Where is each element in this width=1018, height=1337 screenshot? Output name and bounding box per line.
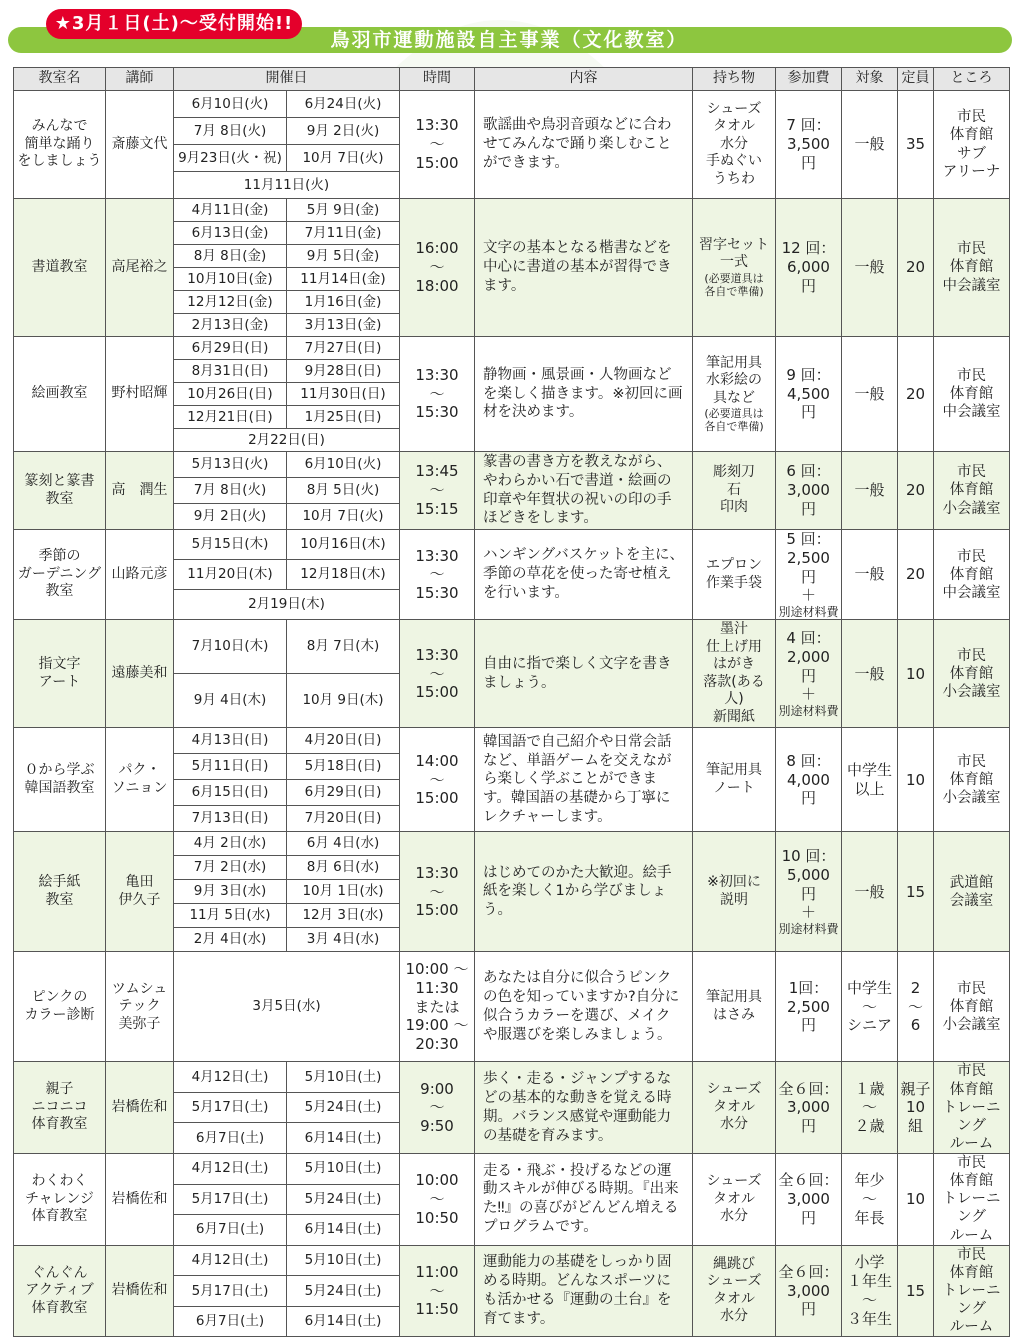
date-cell: 6月15日(日) xyxy=(174,780,287,806)
date-cell: 2月13日(金) xyxy=(174,314,287,337)
date-cell: 4月11日(金) xyxy=(174,199,287,222)
target-cell: 一般 xyxy=(842,337,898,452)
class-name-cell: 絵画教室 xyxy=(14,337,106,452)
fee-text: 7 回： 3,500 円 xyxy=(786,116,831,172)
capacity-cell: 2 〜 6 xyxy=(898,952,934,1062)
date-cell: 4月13日(日) xyxy=(174,728,287,754)
class-name-cell: みんなで 簡単な踊り をしましょう xyxy=(14,91,106,199)
capacity-cell: 15 xyxy=(898,832,934,952)
content-cell: ハンギングバスケットを主に、季節の草花を使った寄せ植えを行います。 xyxy=(475,530,693,620)
header-cell: 参加費 xyxy=(776,68,842,91)
content-cell: 自由に指で楽しく文字を書きましょう。 xyxy=(475,620,693,728)
fee-text: 全６回： 3,000 円 xyxy=(778,1171,839,1227)
date-cell: 4月12日(土) xyxy=(174,1154,287,1185)
teacher-cell: 亀田 伊久子 xyxy=(106,832,174,952)
place-cell: 市民 体育館 小会議室 xyxy=(934,952,1010,1062)
items-cell xyxy=(693,530,776,620)
target-cell: 一般 xyxy=(842,832,898,952)
date-cell: 7月13日(日) xyxy=(174,806,287,832)
place-cell: 市民 体育館 サブ アリーナ xyxy=(934,91,1010,199)
items-note: (必要道具は 各自で準備) xyxy=(704,271,764,298)
date-cell: 6月7日(土) xyxy=(174,1306,287,1337)
teacher-cell: 斎藤文代 xyxy=(106,91,174,199)
time-cell: 13:30 〜 15:00 xyxy=(400,832,475,952)
header-cell: 内容 xyxy=(475,68,693,91)
content-cell: 走る・飛ぶ・投げるなどの運動スキルが伸びる時期。『出来た‼』の喜びがどんどん増えるプログラムです。 xyxy=(475,1154,693,1246)
capacity-cell: 20 xyxy=(898,337,934,452)
date-cell: 12月12日(金) xyxy=(174,291,287,314)
header-cell: 持ち物 xyxy=(693,68,776,91)
fee-text: 12 回： 6,000 円 xyxy=(781,239,836,295)
fee-text: 全６回： 3,000 円 xyxy=(778,1079,839,1136)
content-cell: 歩く・走る・ジャンプするなどの基本的な動きを覚える時期。バランス感覚や運動能力の基礎を育みます。 xyxy=(475,1062,693,1154)
fee-cell xyxy=(776,530,842,620)
place-cell: 市民 体育館 トレーニング ルーム xyxy=(934,1245,1010,1337)
date-cell: 9月 4日(木) xyxy=(174,674,287,728)
date-cell: 2月19日(木) xyxy=(174,590,400,620)
items-note: (必要道具は 各自で準備) xyxy=(704,407,764,434)
date-cell: 7月11日(金) xyxy=(287,222,400,245)
date-cell: 6月14日(土) xyxy=(287,1215,400,1246)
date-cell: 6月7日(土) xyxy=(174,1215,287,1246)
content-cell: 静物画・風景画・人物画などを楽しく描きます。※初回に画材を決めます。 xyxy=(475,337,693,452)
content-cell: 韓国語で自己紹介や日常会話など、単語ゲームを交えながら楽しく学ぶことができます。韓国語の基礎から丁寧にレクチャーします。 xyxy=(475,728,693,832)
fee-text: 6 回： 3,000 円 xyxy=(786,462,831,518)
content-cell: あなたは自分に似合うピンクの色を知っていますか?自分に似合うカラーを選び、メイクや服選びを楽しみましょう。 xyxy=(475,952,693,1062)
time-cell: 13:30 〜 15:30 xyxy=(400,337,475,452)
fee-text: 5 回： 2,500 円 ＋ xyxy=(786,530,831,605)
header-cell: ところ xyxy=(934,68,1010,91)
items-text: シューズ タオル 水分 xyxy=(706,1081,762,1133)
fee-cell xyxy=(776,832,842,952)
target-cell: 一般 xyxy=(842,199,898,337)
date-cell: 6月29日(日) xyxy=(287,780,400,806)
content-cell: 篆書の書き方を教えながら、やわらかい石で書道・絵画の印章や年賀状の祝いの印の手ほどきをします。 xyxy=(475,452,693,530)
target-cell: 小学 １年生 〜 ３年生 xyxy=(842,1245,898,1337)
header-cell: 講師 xyxy=(106,68,174,91)
table-row xyxy=(14,91,1010,118)
fee-cell xyxy=(776,1245,842,1337)
capacity-cell: 35 xyxy=(898,91,934,199)
date-cell: 5月17日(土) xyxy=(174,1092,287,1123)
items-cell xyxy=(693,620,776,728)
table-row xyxy=(14,1245,1010,1276)
teacher-cell: 岩橋佐和 xyxy=(106,1154,174,1246)
date-cell: 10月16日(木) xyxy=(287,530,400,560)
fee-text: 全６回： 3,000 円 xyxy=(778,1262,839,1319)
fee-note: 別途材料費 xyxy=(778,605,839,619)
items-text: 墨汁 仕上げ用 はがき 落款(ある人) 新聞紙 xyxy=(703,621,765,725)
date-cell: 9月 5日(金) xyxy=(287,245,400,268)
time-cell: 13:30 〜 15:30 xyxy=(400,530,475,620)
teacher-cell: 高尾裕之 xyxy=(106,199,174,337)
teacher-cell: 野村昭輝 xyxy=(106,337,174,452)
date-cell: 5月24日(土) xyxy=(287,1276,400,1307)
fee-cell xyxy=(776,1062,842,1154)
date-cell: 7月20日(日) xyxy=(287,806,400,832)
time-cell: 16:00 〜 18:00 xyxy=(400,199,475,337)
table-row xyxy=(14,832,1010,856)
teacher-cell: 岩橋佐和 xyxy=(106,1245,174,1337)
content-cell: 文字の基本となる楷書などを中心に書道の基本が習得できます。 xyxy=(475,199,693,337)
date-cell: 11月14日(金) xyxy=(287,268,400,291)
items-cell xyxy=(693,1062,776,1154)
capacity-cell: 10 xyxy=(898,728,934,832)
date-cell: 5月 9日(金) xyxy=(287,199,400,222)
date-cell: 3月5日(水) xyxy=(174,952,400,1062)
items-text: シューズ タオル 水分 手ぬぐい うちわ xyxy=(706,100,762,187)
capacity-cell: 10 xyxy=(898,620,934,728)
content-cell: 歌謡曲や鳥羽音頭などに合わせてみんなで踊り楽しむことができます。 xyxy=(475,91,693,199)
class-name-cell: ０から学ぶ 韓国語教室 xyxy=(14,728,106,832)
items-text: 縄跳び シューズ タオル 水分 xyxy=(706,1255,762,1325)
teacher-cell: 山路元彦 xyxy=(106,530,174,620)
header-cell: 時間 xyxy=(400,68,475,91)
fee-cell xyxy=(776,199,842,337)
fee-cell xyxy=(776,452,842,530)
date-cell: 7月10日(木) xyxy=(174,620,287,674)
target-cell: 一般 xyxy=(842,91,898,199)
date-cell: 2月22日(日) xyxy=(174,429,400,452)
fee-text: 8 回： 4,000 円 xyxy=(786,751,831,808)
date-cell: 5月15日(木) xyxy=(174,530,287,560)
registration-ribbon: ★3月１日(土)〜受付開始!! xyxy=(46,9,302,39)
fee-cell xyxy=(776,620,842,728)
date-cell: 10月26日(日) xyxy=(174,383,287,406)
date-cell: 6月7日(土) xyxy=(174,1123,287,1154)
teacher-cell: 岩橋佐和 xyxy=(106,1062,174,1154)
date-cell: 1月16日(金) xyxy=(287,291,400,314)
capacity-cell: 15 xyxy=(898,1245,934,1337)
date-cell: 8月31日(日) xyxy=(174,360,287,383)
date-cell: 7月 8日(火) xyxy=(174,478,287,504)
date-cell: 1月25日(日) xyxy=(287,406,400,429)
date-cell: 4月12日(土) xyxy=(174,1245,287,1276)
date-cell: 10月 7日(火) xyxy=(287,504,400,530)
teacher-cell: 高 潤生 xyxy=(106,452,174,530)
teacher-cell: パク・ ソニョン xyxy=(106,728,174,832)
items-text: シューズ タオル 水分 xyxy=(706,1173,762,1225)
place-cell: 市民 体育館 中会議室 xyxy=(934,337,1010,452)
date-cell: 3月 4日(水) xyxy=(287,928,400,952)
date-cell: 4月20日(日) xyxy=(287,728,400,754)
date-cell: 5月10日(土) xyxy=(287,1245,400,1276)
class-schedule-table xyxy=(13,67,1010,1337)
items-cell xyxy=(693,1245,776,1337)
time-cell: 10:00 〜 11:30 または 19:00 〜 20:30 xyxy=(400,952,475,1062)
date-cell: 5月24日(土) xyxy=(287,1184,400,1215)
date-cell: 8月 7日(木) xyxy=(287,620,400,674)
class-name-cell: ピンクの カラー診断 xyxy=(14,952,106,1062)
class-name-cell: 絵手紙 教室 xyxy=(14,832,106,952)
header-cell: 教室名 xyxy=(14,68,106,91)
date-cell: 7月 8日(火) xyxy=(174,118,287,145)
fee-cell xyxy=(776,337,842,452)
time-cell: 13:30 〜 15:00 xyxy=(400,91,475,199)
items-text: 習字セット 一式 xyxy=(699,236,769,271)
items-cell xyxy=(693,337,776,452)
fee-cell xyxy=(776,952,842,1062)
time-cell: 13:45 〜 15:15 xyxy=(400,452,475,530)
class-name-cell: 篆刻と篆書 教室 xyxy=(14,452,106,530)
table-row xyxy=(14,1062,1010,1093)
items-cell xyxy=(693,952,776,1062)
fee-note: 別途材料費 xyxy=(778,922,839,937)
class-name-cell: わくわく チャレンジ 体育教室 xyxy=(14,1154,106,1246)
content-cell: 運動能力の基礎をしっかり固める時期。どんなスポーツにも活かせる『運動の土台』を育てます。 xyxy=(475,1245,693,1337)
header-cell: 開催日 xyxy=(174,68,400,91)
date-cell: 4月12日(土) xyxy=(174,1062,287,1093)
header-cell: 対象 xyxy=(842,68,898,91)
date-cell: 5月17日(土) xyxy=(174,1184,287,1215)
date-cell: 11月 5日(水) xyxy=(174,904,287,928)
fee-cell xyxy=(776,1154,842,1246)
items-cell xyxy=(693,832,776,952)
capacity-cell: 20 xyxy=(898,199,934,337)
time-cell: 13:30 〜 15:00 xyxy=(400,620,475,728)
class-name-cell: ぐんぐん アクティブ 体育教室 xyxy=(14,1245,106,1337)
time-cell: 14:00 〜 15:00 xyxy=(400,728,475,832)
date-cell: 5月13日(火) xyxy=(174,452,287,478)
date-cell: 7月 2日(水) xyxy=(174,856,287,880)
target-cell: １歳 〜 ２歳 xyxy=(842,1062,898,1154)
class-name-cell: 親子 ニコニコ 体育教室 xyxy=(14,1062,106,1154)
fee-cell xyxy=(776,91,842,199)
items-text: エプロン 作業手袋 xyxy=(706,557,762,591)
date-cell: 6月14日(土) xyxy=(287,1123,400,1154)
items-cell xyxy=(693,199,776,337)
time-cell: 9:00 〜 9:50 xyxy=(400,1062,475,1154)
items-text: 彫刻刀 石 印肉 xyxy=(713,464,755,516)
items-cell xyxy=(693,1154,776,1246)
date-cell: 5月11日(日) xyxy=(174,754,287,780)
place-cell: 武道館 会議室 xyxy=(934,832,1010,952)
target-cell: 一般 xyxy=(842,452,898,530)
time-cell: 11:00 〜 11:50 xyxy=(400,1245,475,1337)
capacity-cell: 10 xyxy=(898,1154,934,1246)
capacity-cell: 20 xyxy=(898,530,934,620)
date-cell: 5月10日(土) xyxy=(287,1062,400,1093)
items-text: 筆記用具 水彩絵の 具など xyxy=(706,354,762,406)
teacher-cell: 遠藤美和 xyxy=(106,620,174,728)
date-cell: 10月10日(金) xyxy=(174,268,287,291)
table-row xyxy=(14,337,1010,360)
table-row xyxy=(14,620,1010,674)
date-cell: 6月10日(火) xyxy=(287,452,400,478)
table-row xyxy=(14,1154,1010,1185)
date-cell: 6月29日(日) xyxy=(174,337,287,360)
date-cell: 6月10日(火) xyxy=(174,91,287,118)
date-cell: 6月24日(火) xyxy=(287,91,400,118)
capacity-cell: 20 xyxy=(898,452,934,530)
date-cell: 11月20日(木) xyxy=(174,560,287,590)
content-cell: はじめてのかた大歓迎。絵手紙を楽しく1から学びましょう。 xyxy=(475,832,693,952)
date-cell: 12月18日(木) xyxy=(287,560,400,590)
fee-text: 4 回： 2,000 円 ＋ xyxy=(786,629,831,704)
date-cell: 2月 4日(水) xyxy=(174,928,287,952)
items-cell xyxy=(693,728,776,832)
place-cell: 市民 体育館 中会議室 xyxy=(934,530,1010,620)
fee-text: 10 回： 5,000 円 ＋ xyxy=(781,847,836,922)
date-cell: 5月24日(土) xyxy=(287,1092,400,1123)
table-row xyxy=(14,199,1010,222)
class-name-cell: 指文字 アート xyxy=(14,620,106,728)
items-cell xyxy=(693,452,776,530)
date-cell: 4月 2日(水) xyxy=(174,832,287,856)
target-cell: 中学生 〜 シニア xyxy=(842,952,898,1062)
table-header-row xyxy=(14,68,1010,91)
fee-cell xyxy=(776,728,842,832)
class-name-cell: 書道教室 xyxy=(14,199,106,337)
target-cell: 中学生 以上 xyxy=(842,728,898,832)
date-cell: 6月13日(金) xyxy=(174,222,287,245)
fee-text: 1回： 2,500 円 xyxy=(787,978,830,1035)
date-cell: 5月17日(土) xyxy=(174,1276,287,1307)
place-cell: 市民 体育館 小会議室 xyxy=(934,728,1010,832)
fee-text: 9 回： 4,500 円 xyxy=(786,365,831,422)
target-cell: 年少 〜 年長 xyxy=(842,1154,898,1246)
table-row xyxy=(14,728,1010,754)
table-body xyxy=(14,91,1010,1337)
items-cell xyxy=(693,91,776,199)
time-cell: 10:00 〜 10:50 xyxy=(400,1154,475,1246)
place-cell: 市民 体育館 トレーニング ルーム xyxy=(934,1154,1010,1246)
date-cell: 6月 4日(水) xyxy=(287,832,400,856)
table-row xyxy=(14,952,1010,1062)
date-cell: 11月30日(日) xyxy=(287,383,400,406)
date-cell: 9月 2日(火) xyxy=(174,504,287,530)
date-cell: 10月 9日(木) xyxy=(287,674,400,728)
items-text: 筆記用具 はさみ xyxy=(706,989,762,1023)
date-cell: 10月 7日(火) xyxy=(287,145,400,172)
date-cell: 8月 6日(水) xyxy=(287,856,400,880)
date-cell: 11月11日(火) xyxy=(174,172,400,199)
capacity-cell: 親子 10 組 xyxy=(898,1062,934,1154)
fee-note: 別途材料費 xyxy=(778,704,839,719)
target-cell: 一般 xyxy=(842,530,898,620)
table-row xyxy=(14,530,1010,560)
date-cell: 12月 3日(水) xyxy=(287,904,400,928)
date-cell: 10月 1日(水) xyxy=(287,880,400,904)
target-cell: 一般 xyxy=(842,620,898,728)
place-cell: 市民 体育館 小会議室 xyxy=(934,620,1010,728)
date-cell: 9月28日(日) xyxy=(287,360,400,383)
date-cell: 5月10日(土) xyxy=(287,1154,400,1185)
date-cell: 3月13日(金) xyxy=(287,314,400,337)
date-cell: 9月23日(火・祝) xyxy=(174,145,287,172)
date-cell: 8月 5日(火) xyxy=(287,478,400,504)
date-cell: 5月18日(日) xyxy=(287,754,400,780)
date-cell: 12月21日(日) xyxy=(174,406,287,429)
header-cell: 定員 xyxy=(898,68,934,91)
table-row xyxy=(14,452,1010,478)
page-title: 鳥羽市運動施設自主事業（文化教室） xyxy=(330,29,688,51)
date-cell: 9月 3日(水) xyxy=(174,880,287,904)
date-cell: 7月27日(日) xyxy=(287,337,400,360)
teacher-cell: ツムシュ テック 美弥子 xyxy=(106,952,174,1062)
date-cell: 6月14日(土) xyxy=(287,1306,400,1337)
items-text: ※初回に 説明 xyxy=(707,874,761,908)
place-cell: 市民 体育館 中会議室 xyxy=(934,199,1010,337)
items-text: 筆記用具 ノート xyxy=(706,762,762,796)
date-cell: 9月 2日(火) xyxy=(287,118,400,145)
place-cell: 市民 体育館 小会議室 xyxy=(934,452,1010,530)
place-cell: 市民 体育館 トレーニング ルーム xyxy=(934,1062,1010,1154)
class-name-cell: 季節の ガーデニング 教室 xyxy=(14,530,106,620)
date-cell: 8月 8日(金) xyxy=(174,245,287,268)
